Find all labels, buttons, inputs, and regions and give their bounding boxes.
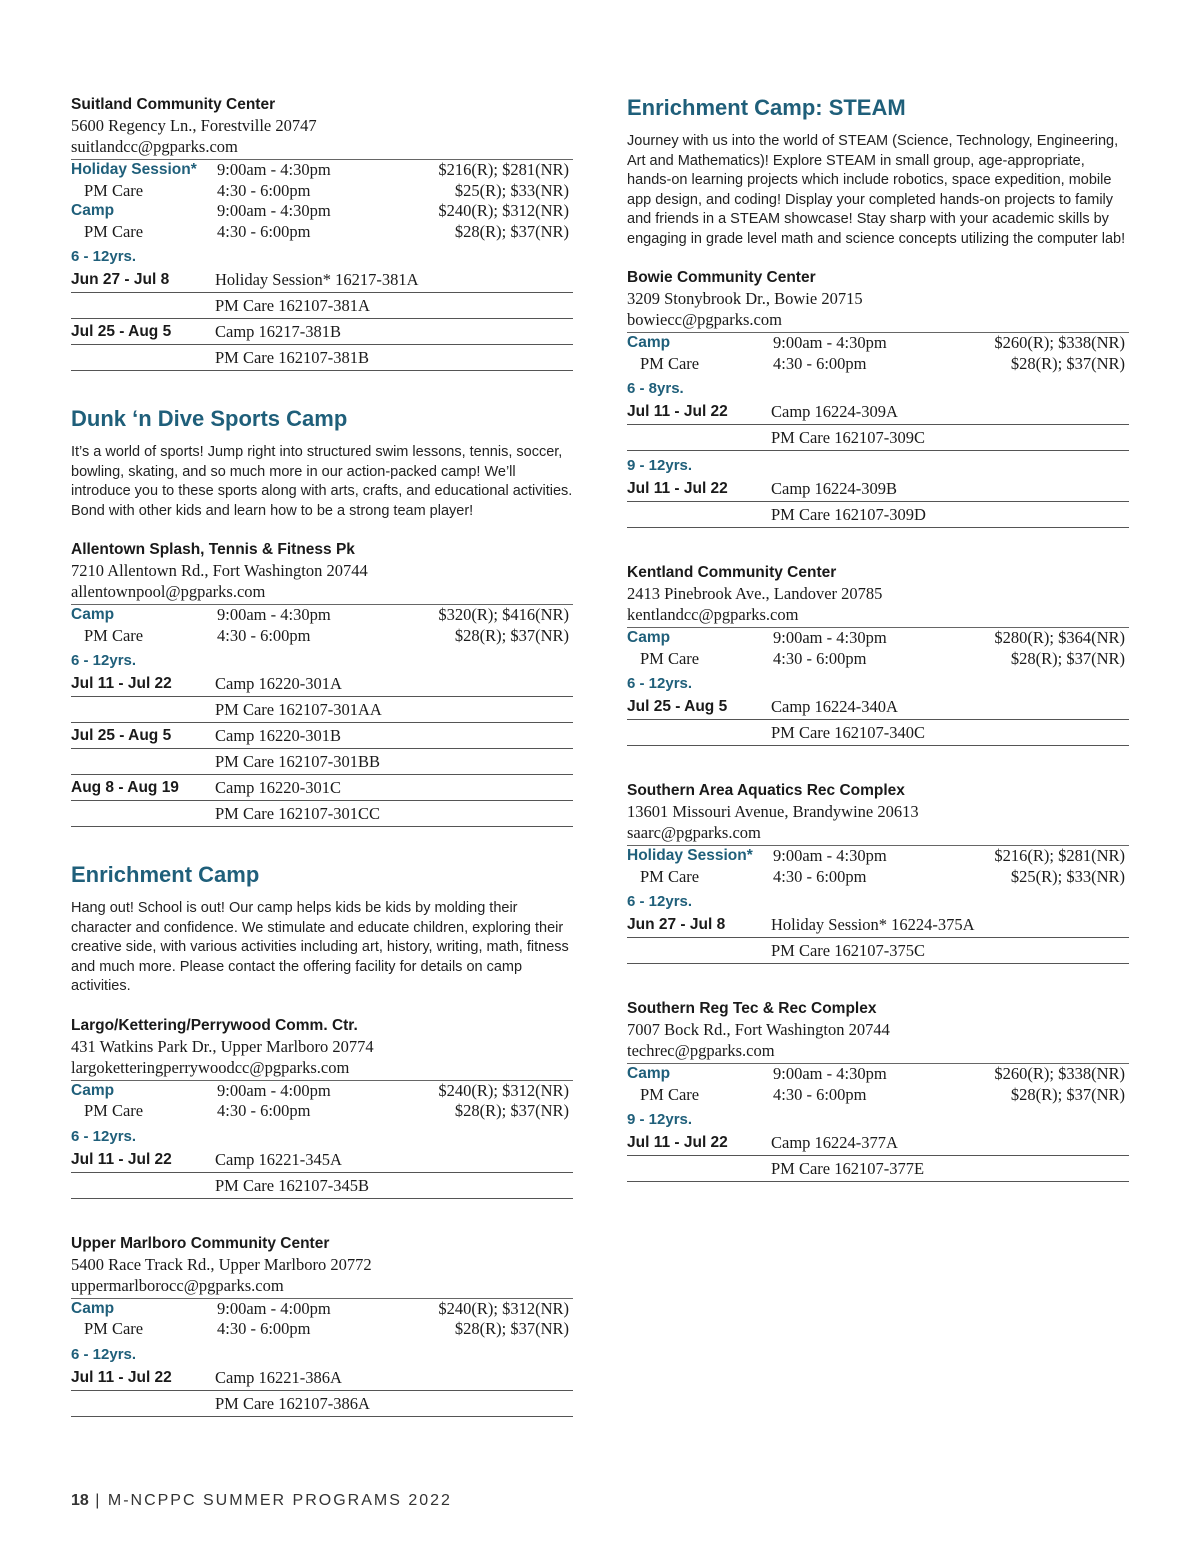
facility-name: Southern Reg Tec & Rec Complex <box>627 1000 877 1017</box>
session-dates: Jul 11 - Jul 22 <box>627 480 728 497</box>
session-row <box>71 775 573 801</box>
program-label: Holiday Session* <box>71 161 197 178</box>
session-code: Camp 16220-301B <box>215 726 342 745</box>
facility-kentland <box>627 562 1129 746</box>
facility-upper-marlboro <box>71 1233 573 1417</box>
price-row <box>627 333 1129 354</box>
section-title: Enrichment Camp: STEAM <box>627 95 906 120</box>
program-label: PM Care <box>640 1084 700 1104</box>
program-fee: $216(R); $281(NR) <box>438 160 569 179</box>
session-code: Holiday Session* 16217-381A <box>215 270 419 289</box>
price-row <box>627 1085 1129 1106</box>
session-dates: Jul 11 - Jul 22 <box>71 1150 172 1168</box>
program-fee: $25(R); $33(NR) <box>1010 866 1125 886</box>
section-description: Journey with us into the world of STEAM (Science, Technology, Engineering, Art and Mathematics)! Explore STEAM in small group, age-appropriate, hands-on learning projects which include robotics, space expedition, mobile app design, and coding! Display your completed hands-on projects to family and friends in a STEAM showcase! Stay sharp with your academic skills by engaging in grade level math and science concepts utilizing the computer lab! <box>627 133 1126 247</box>
age-range: 6 - 8yrs. <box>627 380 684 397</box>
price-row <box>627 867 1129 888</box>
facility-address: 431 Watkins Park Dr., Upper Marlboro 20774 <box>71 1036 374 1056</box>
session-dates <box>71 697 215 722</box>
facility-address: 5400 Race Track Rd., Upper Marlboro 20772 <box>71 1254 372 1274</box>
session-code: PM Care 162107-345B <box>215 1175 369 1195</box>
session-code: PM Care 162107-301BB <box>215 752 380 771</box>
program-time: 4:30 - 6:00pm <box>217 1101 311 1120</box>
program-label: PM Care <box>84 180 144 200</box>
session-dates: Jul 11 - Jul 22 <box>627 403 728 420</box>
session-row <box>71 749 573 775</box>
program-label: PM Care <box>84 1319 144 1338</box>
program-label: PM Care <box>84 221 144 241</box>
program-fee: $240(R); $312(NR) <box>438 1298 569 1318</box>
program-time: 9:00am - 4:30pm <box>773 628 887 647</box>
session-code: PM Care 162107-309C <box>771 428 925 447</box>
session-code: Camp 16217-381B <box>215 322 342 341</box>
age-range: 6 - 12yrs. <box>71 248 137 265</box>
session-dates: Jul 25 - Aug 5 <box>71 323 172 340</box>
facility-email[interactable]: techrec@pgparks.com <box>627 1040 1129 1064</box>
session-row <box>627 720 1129 746</box>
facility-saarc <box>627 780 1129 964</box>
program-label: Camp <box>71 202 115 219</box>
session-row <box>627 694 1129 720</box>
program-fee: $28(R); $37(NR) <box>1010 648 1125 668</box>
session-code: Camp 16224-309B <box>771 479 898 498</box>
program-fee: $28(R); $37(NR) <box>454 1101 569 1120</box>
session-code: Camp 16221-345A <box>215 1149 342 1169</box>
program-time: 4:30 - 6:00pm <box>773 1084 867 1104</box>
program-fee: $216(R); $281(NR) <box>994 846 1125 865</box>
program-time: 4:30 - 6:00pm <box>217 1319 311 1338</box>
session-code: Holiday Session* 16224-375A <box>771 915 975 934</box>
session-dates: Jul 25 - Aug 5 <box>71 727 172 744</box>
session-code: Camp 16221-386A <box>215 1367 342 1387</box>
session-row <box>71 1391 573 1417</box>
age-range: 6 - 12yrs. <box>627 675 693 692</box>
session-code: PM Care 162107-301AA <box>215 700 382 719</box>
program-fee: $28(R); $37(NR) <box>454 1319 569 1338</box>
facility-name: Upper Marlboro Community Center <box>71 1234 330 1252</box>
facility-address: 7007 Bock Rd., Fort Washington 20744 <box>627 1020 890 1039</box>
program-time: 9:00am - 4:30pm <box>217 201 331 220</box>
session-code: PM Care 162107-375C <box>771 941 925 960</box>
session-code: Camp 16224-309A <box>771 402 898 421</box>
page-footer <box>71 1492 452 1510</box>
page-number: 18 <box>71 1492 89 1509</box>
price-row <box>71 1299 573 1320</box>
facility-name: Suitland Community Center <box>71 96 276 113</box>
facility-email[interactable]: kentlandcc@pgparks.com <box>627 604 1129 628</box>
program-time: 4:30 - 6:00pm <box>217 221 311 241</box>
facility-techrec <box>627 998 1129 1182</box>
session-code: PM Care 162107-340C <box>771 723 925 742</box>
session-code: PM Care 162107-301CC <box>215 804 380 823</box>
facility-email[interactable]: allentownpool@pgparks.com <box>71 581 573 605</box>
session-dates: Jun 27 - Jul 8 <box>71 271 170 288</box>
session-code: PM Care 162107-381A <box>215 296 370 315</box>
program-fee: $240(R); $312(NR) <box>438 1080 569 1100</box>
program-time: 9:00am - 4:30pm <box>773 333 887 352</box>
price-row <box>71 1319 573 1340</box>
age-range: 9 - 12yrs. <box>627 1111 693 1128</box>
program-time: 9:00am - 4:30pm <box>773 846 887 865</box>
program-label: PM Care <box>84 1101 144 1120</box>
program-time: 9:00am - 4:30pm <box>217 160 331 179</box>
facility-email[interactable]: bowiecc@pgparks.com <box>627 309 1129 333</box>
program-fee: $320(R); $416(NR) <box>438 605 569 624</box>
session-row <box>71 671 573 697</box>
price-row <box>71 222 573 243</box>
session-dates <box>627 425 771 450</box>
price-row <box>71 605 573 626</box>
session-row <box>71 723 573 749</box>
program-label: Camp <box>627 629 671 646</box>
section-description: It’s a world of sports! Jump right into structured swim lessons, tennis, soccer, bowling, skating, and so much more in our action-packed camp! We’ll introduce you to these sports along with arts, crafts, and educational activities. Bond with other kids and learn how to be a strong team player! <box>71 444 573 519</box>
session-row <box>71 801 573 827</box>
program-label: Holiday Session* <box>627 847 753 864</box>
program-time: 4:30 - 6:00pm <box>773 353 867 373</box>
session-dates <box>71 345 215 370</box>
session-row <box>627 938 1129 964</box>
session-row <box>71 1365 573 1391</box>
session-row <box>71 267 573 293</box>
facility-address: 2413 Pinebrook Ave., Landover 20785 <box>627 584 883 603</box>
program-label: PM Care <box>640 866 700 886</box>
session-row <box>627 1130 1129 1156</box>
price-row <box>71 626 573 647</box>
session-dates <box>71 801 215 826</box>
session-row <box>627 399 1129 425</box>
program-time: 9:00am - 4:00pm <box>217 1298 331 1318</box>
session-row <box>71 1173 573 1199</box>
program-fee: $28(R); $37(NR) <box>454 221 569 241</box>
section-title: Dunk ‘n Dive Sports Camp <box>71 406 348 431</box>
session-code: PM Care 162107-377E <box>771 1159 925 1178</box>
program-time: 9:00am - 4:30pm <box>773 1064 887 1083</box>
age-range: 6 - 12yrs. <box>71 1127 137 1145</box>
session-row <box>71 1147 573 1173</box>
session-dates <box>71 1391 215 1416</box>
session-row <box>71 293 573 319</box>
price-row <box>71 201 573 222</box>
left-column <box>71 94 573 1451</box>
program-fee: $260(R); $338(NR) <box>994 1064 1125 1083</box>
session-dates: Jul 11 - Jul 22 <box>71 1368 172 1386</box>
facility-name: Allentown Splash, Tennis & Fitness Pk <box>71 541 355 558</box>
program-fee: $25(R); $33(NR) <box>454 180 569 200</box>
price-row <box>71 1101 573 1122</box>
program-label: PM Care <box>640 648 700 668</box>
facility-address: 7210 Allentown Rd., Fort Washington 20744 <box>71 561 368 580</box>
session-code: Camp 16220-301C <box>215 778 342 797</box>
program-time: 4:30 - 6:00pm <box>773 648 867 668</box>
age-range: 9 - 12yrs. <box>627 457 693 474</box>
footer-title: M-NCPPC SUMMER PROGRAMS 2022 <box>107 1492 452 1509</box>
session-dates <box>627 502 771 527</box>
program-fee: $260(R); $338(NR) <box>994 333 1125 352</box>
facility-email[interactable]: saarc@pgparks.com <box>627 822 1129 846</box>
price-row <box>71 1081 573 1102</box>
facility-allentown <box>71 539 573 827</box>
program-label: Camp <box>71 1299 115 1317</box>
session-row <box>627 502 1129 528</box>
session-dates: Jul 11 - Jul 22 <box>71 675 172 692</box>
price-row <box>627 1064 1129 1085</box>
session-row <box>71 319 573 345</box>
facility-name: Kentland Community Center <box>627 564 837 581</box>
price-row <box>627 628 1129 649</box>
footer-separator: | <box>95 1492 102 1509</box>
facility-address: 5600 Regency Ln., Forestville 20747 <box>71 116 317 135</box>
price-row <box>627 354 1129 375</box>
section-title: Enrichment Camp <box>71 862 260 887</box>
age-range: 6 - 12yrs. <box>627 893 693 910</box>
price-row <box>71 160 573 181</box>
section-description: Hang out! School is out! Our camp helps kids be kids by molding their character and confidence. We stimulate and educate children, exploring their creative side, with various activities including art, history, writing, math, fitness and much more. Please contact the offering facility for details on camp activities. <box>71 900 569 994</box>
session-code: Camp 16224-340A <box>771 697 898 716</box>
session-dates <box>627 720 771 745</box>
session-row <box>627 1156 1129 1182</box>
session-row <box>627 912 1129 938</box>
program-label: Camp <box>71 1081 115 1099</box>
program-label: Camp <box>71 606 115 623</box>
price-row <box>71 181 573 202</box>
facility-name: Bowie Community Center <box>627 269 816 286</box>
program-time: 4:30 - 6:00pm <box>773 866 867 886</box>
program-time: 9:00am - 4:00pm <box>217 1080 331 1100</box>
session-code: PM Care 162107-309D <box>771 505 926 524</box>
program-fee: $28(R); $37(NR) <box>454 625 569 645</box>
session-code: Camp 16224-377A <box>771 1133 898 1152</box>
session-dates: Jun 27 - Jul 8 <box>627 916 726 933</box>
program-time: 9:00am - 4:30pm <box>217 605 331 624</box>
program-fee: $28(R); $37(NR) <box>1010 353 1125 373</box>
session-dates: Aug 8 - Aug 19 <box>71 779 179 796</box>
facility-name: Largo/Kettering/Perrywood Comm. Ctr. <box>71 1016 358 1034</box>
session-row <box>71 345 573 371</box>
session-row <box>627 476 1129 502</box>
facility-email[interactable]: suitlandcc@pgparks.com <box>71 136 573 160</box>
facility-email[interactable]: uppermarlborocc@pgparks.com <box>71 1275 573 1299</box>
session-code: PM Care 162107-381B <box>215 348 369 367</box>
price-row <box>627 649 1129 670</box>
facility-address: 13601 Missouri Avenue, Brandywine 20613 <box>627 802 919 821</box>
program-fee: $28(R); $37(NR) <box>1010 1084 1125 1104</box>
session-dates <box>627 1156 771 1181</box>
age-range: 6 - 12yrs. <box>71 652 137 669</box>
facility-largo <box>71 1015 573 1199</box>
program-label: Camp <box>627 1065 671 1082</box>
session-dates <box>71 749 215 774</box>
facility-name: Southern Area Aquatics Rec Complex <box>627 782 905 799</box>
session-dates <box>71 293 215 318</box>
facility-suitland <box>71 94 573 371</box>
price-row <box>627 846 1129 867</box>
program-fee: $240(R); $312(NR) <box>438 201 569 220</box>
session-dates: Jul 25 - Aug 5 <box>627 698 728 715</box>
facility-email[interactable]: largoketteringperrywoodcc@pgparks.com <box>71 1057 573 1081</box>
facility-address: 3209 Stonybrook Dr., Bowie 20715 <box>627 289 863 308</box>
session-row <box>627 425 1129 451</box>
age-range: 6 - 12yrs. <box>71 1345 137 1363</box>
session-code: PM Care 162107-386A <box>215 1393 370 1413</box>
right-column <box>627 94 1129 1216</box>
session-dates <box>71 1173 215 1198</box>
program-time: 4:30 - 6:00pm <box>217 625 311 645</box>
program-label: PM Care <box>640 353 700 373</box>
session-code: Camp 16220-301A <box>215 674 342 693</box>
session-row <box>71 697 573 723</box>
program-label: Camp <box>627 334 671 351</box>
program-label: PM Care <box>84 625 144 645</box>
facility-bowie <box>627 267 1129 528</box>
program-time: 4:30 - 6:00pm <box>217 180 311 200</box>
session-dates: Jul 11 - Jul 22 <box>627 1134 728 1151</box>
session-dates <box>627 938 771 963</box>
program-fee: $280(R); $364(NR) <box>994 628 1125 647</box>
